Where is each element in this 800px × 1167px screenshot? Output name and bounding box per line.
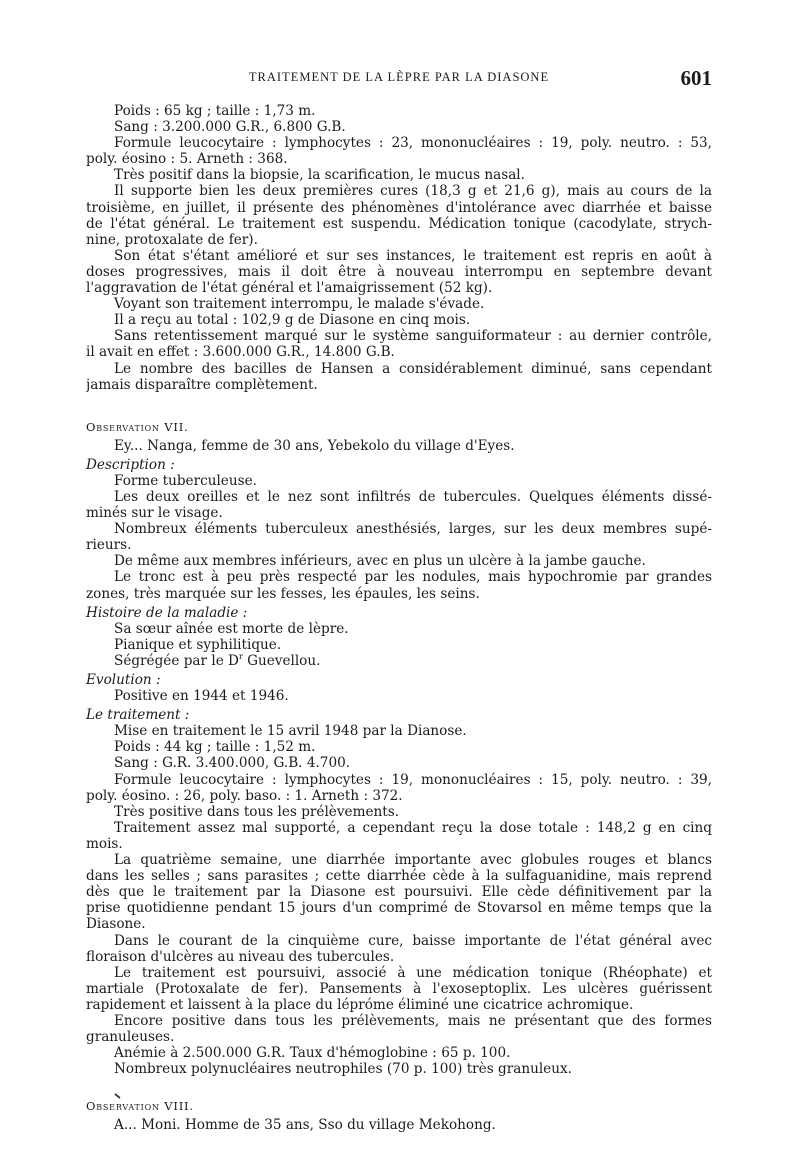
text-line: Pianique et syphilitique.: [114, 636, 282, 653]
text-line: troisième, en juillet, il présente des phénomènes d'intolérance avec diarrhée et baisse: [86, 199, 712, 216]
text-line: Nombreux polynucléaires neutrophiles (70 p. 100) très granuleux.: [114, 1061, 572, 1078]
section-heading-history: Histoire de la maladie :: [86, 604, 248, 621]
text-line: Il a reçu au total : 102,9 g de Diasone en cinq mois.: [114, 312, 471, 329]
observation-heading: Observation VIII.: [86, 1099, 194, 1114]
observation-heading: Observation VII.: [86, 419, 189, 434]
text-fragment: Guevellou.: [242, 652, 321, 669]
text-line: minés sur le visage.: [86, 505, 223, 522]
text-line: Sa sœur aînée est morte de lèpre.: [114, 620, 349, 637]
text-line: nine, protoxalate de fer).: [86, 231, 258, 248]
text-line: Mise en traitement le 15 avril 1948 par la Dianose.: [114, 723, 467, 740]
section-heading-treatment: Le traitement :: [86, 707, 190, 724]
text-line: La quatrième semaine, une diarrhée importante avec globules rouges et blancs: [114, 852, 712, 869]
text-line: Il supporte bien les deux premières cures (18,3 g et 21,6 g), mais au cours de la: [114, 183, 712, 200]
text-line: jamais disparaître complètement.: [86, 376, 318, 393]
text-line: de l'état général. Le traitement est suspendu. Médication tonique (cacodylate, strych-: [86, 215, 712, 232]
running-header: [86, 66, 712, 88]
text-line: dès que le traitement par la Diasone est poursuivi. Elle cède définitivement par la: [86, 884, 712, 901]
observation-intro: A... Moni. Homme de 35 ans, Sso du village Mekohong.: [114, 1117, 496, 1134]
section-heading-evolution: Evolution :: [86, 672, 161, 688]
text-line: Poids : 65 kg ; taille : 1,73 m.: [114, 103, 316, 119]
text-line: Anémie à 2.500.000 G.R. Taux d'hémoglobine : 65 p. 100.: [114, 1045, 511, 1062]
observation-intro: Ey... Nanga, femme de 30 ans, Yebekolo du village d'Eyes.: [114, 437, 515, 454]
text-line: martiale (Protoxalate de fer). Pansements à l'exoseptoplix. Les ulcères guérissent: [86, 980, 712, 997]
text-line: Son état s'étant amélioré et sur ses instances, le traitement est repris en août à: [114, 247, 712, 264]
text-line: Encore positive dans tous les prélèvements, mais ne présentant que des formes: [114, 1012, 712, 1029]
text-line: l'aggravation de l'état général et l'amaigrissement (52 kg).: [86, 280, 493, 297]
text-line: Les deux oreilles et le nez sont infiltrés de tubercules. Quelques éléments dissé-: [114, 488, 712, 505]
text-line: Formule leucocytaire : lymphocytes : 23, mononucléaires : 19, poly. neutro. : 53,: [114, 135, 712, 152]
text-line: De même aux membres inférieurs, avec en plus un ulcère à la jambe gauche.: [114, 553, 646, 570]
text-line: il avait en effet : 3.600.000 G.R., 14.800 G.B.: [86, 344, 395, 361]
text-line: Le tronc est à peu près respecté par les nodules, mais hypochromie par grandes: [114, 569, 712, 586]
text-line: Diasone.: [86, 916, 146, 933]
text-line: rieurs.: [86, 537, 132, 554]
text-line: [86, 653, 712, 669]
text-line: rapidement et laissent à la place du lépróme éliminé une cicatrice achromique.: [86, 996, 634, 1013]
text-line: doses progressives, mais il doit être à nouveau interrompu en septembre devant: [86, 263, 712, 280]
text-line: floraison d'ulcères au niveau des tubercules.: [86, 948, 395, 965]
section-heading-description: Description :: [86, 456, 175, 473]
text-line: Le traitement est poursuivi, associé à une médication tonique (Rhéophate) et: [114, 964, 712, 981]
text-line: granuleuses.: [86, 1029, 175, 1046]
text-line: Très positive dans tous les prélèvements.: [114, 803, 400, 820]
text-fragment: Ségrégée par le D: [114, 652, 239, 669]
stray-mark: [114, 1093, 122, 1101]
text-line: Le nombre des bacilles de Hansen a considérablement diminué, sans cependant: [114, 360, 712, 377]
text-line: poly. éosino. : 26, poly. baso. : 1. Arneth : 372.: [86, 787, 403, 804]
text-line: Forme tuberculeuse.: [114, 472, 257, 489]
text-line: Voyant son traitement interrompu, le malade s'évade.: [114, 296, 485, 313]
text-line: poly. éosino : 5. Arneth : 368.: [86, 151, 288, 168]
running-title: TRAITEMENT DE LA LÈPRE PAR LA DIASONE: [248, 70, 550, 84]
body-text: [86, 103, 712, 1133]
spacer: [86, 393, 712, 419]
superscript: r: [238, 651, 243, 661]
text-line: Dans le courant de la cinquième cure, baisse importante de l'état général avec: [114, 932, 712, 949]
text-line: Traitement assez mal supporté, a cependant reçu la dose totale : 148,2 g en cinq: [114, 819, 712, 836]
text-line: Très positif dans la biopsie, la scarification, le mucus nasal.: [114, 167, 525, 184]
text-line: Positive en 1944 et 1946.: [114, 688, 289, 705]
text-line: Sang : 3.200.000 G.R., 6.800 G.B.: [114, 119, 346, 136]
text-line: Nombreux éléments tuberculeux anesthésiés, larges, sur les deux membres supé-: [114, 521, 712, 538]
text-line: zones, très marquée sur les fesses, les épaules, les seins.: [86, 585, 480, 602]
text-line: dans les selles ; sans parasites ; cette diarrhée cède à la sulfaguanidine, mais reprend: [86, 868, 712, 885]
text-line: Sans retentissement marqué sur le système sanguiformateur : au dernier contrôle,: [114, 328, 712, 345]
text-line: Sang : G.R. 3.400.000, G.B. 4.700.: [114, 755, 351, 772]
text-line: prise quotidienne pendant 15 jours d'un comprimé de Stovarsol en même temps que la: [86, 900, 712, 917]
text-line: Poids : 44 kg ; taille : 1,52 m.: [114, 739, 316, 756]
text-line: Formule leucocytaire : lymphocytes : 19, mononucléaires : 15, poly. neutro. : 39,: [114, 771, 712, 788]
page-number: 601: [680, 66, 712, 90]
spacer: [86, 1077, 712, 1098]
text-line: mois.: [86, 835, 123, 852]
